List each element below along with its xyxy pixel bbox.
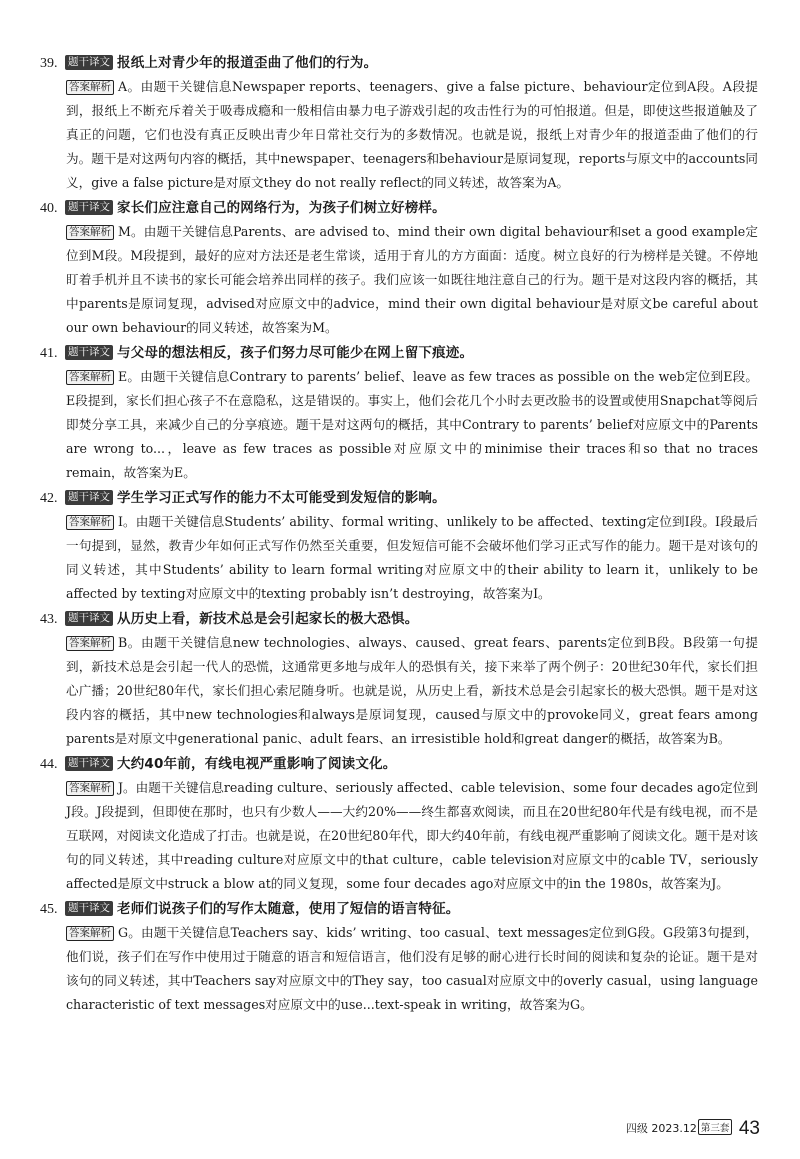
question-number: 44. [40, 757, 58, 772]
question-title: 大约40年前，有线电视严重影响了阅读文化。 [117, 756, 397, 772]
analysis-tag: 答案解析 [66, 225, 114, 240]
question-number: 40. [40, 201, 58, 216]
translation-tag: 题干译文 [65, 901, 113, 916]
question-44 [40, 753, 758, 896]
analysis-text: I。由题干关键信息Students’ ability、formal writing、unlikely to be affected、texting定位到I段。I段最后一句提到，显然，教青少年如何正式写作仍然至关重要，但发短信可能不会破坏他们学习正式写作的能力。题干是对该句的同义转述，其中Students’ ability to learn formal writing对应原文中的their ability to learn it，unlikely to be affected by texting对应原文中的texting probably isn’t destroying，故答案为I。 [66, 514, 758, 601]
analysis-tag: 答案解析 [66, 781, 114, 796]
analysis-text: M。由题干关键信息Parents、are advised to、mind their own digital behaviour和set a good example定位到M段。M段提到，最好的应对方法还是老生常谈，适用于育儿的方方面面：适度。树立良好的行为榜样是关键。不停地盯着手机并且不读书的家长可能会培养出同样的孩子。我们应该一如既往地注意自己的行为。题干是对这段内容的概括，其中parents是原词复现，advised对应原文中的advice，mind their own digital behaviour是对原文be careful about our own behaviour的同义转述，故答案为M。 [66, 224, 758, 335]
question-43 [40, 608, 758, 751]
translation-tag: 题干译文 [65, 200, 113, 215]
question-title: 从历史上看，新技术总是会引起家长的极大恐惧。 [117, 611, 419, 627]
page-footer [626, 1118, 760, 1140]
analysis-text: G。由题干关键信息Teachers say、kids’ writing、too casual、text messages定位到G段。G段第3句提到，他们说，孩子们在写作中使用过于随意的语言和短信语言，他们没有足够的耐心进行长时间的阅读和复杂的论证。题干是对该句的同义转述，其中Teachers say对应原文中的They say，too casual对应原文中的overly casual，using language characteristic of text messages对应原文中的use...text-speak in writing，故答案为G。 [66, 925, 758, 1012]
analysis-text: E。由题干关键信息Contrary to parents’ belief、leave as few traces as possible on the web定位到E段。E段提到，家长们担心孩子不在意隐私，这是错误的。事实上，他们会花几个小时去更改脸书的设置或使用Snapchat等阅后即焚分享工具，来减少自己的分享痕迹。题干是对这两句的概括，其中Contrary to parents’ belief对应原文中的Parents are wrong to...，leave as few traces as possible对应原文中的minimise their traces和so that no traces remain，故答案为E。 [66, 369, 758, 480]
question-title: 老师们说孩子们的写作太随意，使用了短信的语言特征。 [117, 901, 460, 917]
translation-tag: 题干译文 [65, 756, 113, 771]
analysis-tag: 答案解析 [66, 636, 114, 651]
analysis-tag: 答案解析 [66, 370, 114, 385]
question-41 [40, 342, 758, 485]
analysis-tag: 答案解析 [66, 515, 114, 530]
question-title: 学生学习正式写作的能力不太可能受到发短信的影响。 [117, 490, 446, 506]
question-number: 45. [40, 902, 58, 917]
answer-page [40, 52, 758, 1019]
question-number: 43. [40, 612, 58, 627]
question-title: 与父母的想法相反，孩子们努力尽可能少在网上留下痕迹。 [117, 345, 474, 361]
translation-tag: 题干译文 [65, 345, 113, 360]
question-39 [40, 52, 758, 195]
question-42 [40, 487, 758, 606]
question-45 [40, 898, 758, 1017]
page-number: 43 [738, 1118, 760, 1139]
analysis-text: B。由题干关键信息new technologies、always、caused、great fears、parents定位到B段。B段第一句提到，新技术总是会引起一代人的恐慌，这通常更多地与成年人的恐惧有关，接下来举了两个例子：20世纪30年代，家长们担心广播；20世纪80年代，家长们担心索尼随身听。也就是说，从历史上看，新技术总是会引起家长的极大恐惧。题干是对这段内容的概括，其中new technologies和always是原词复现，caused与原文中的provoke同义，great fears among parents是对原文中generational panic、adult fears、an irresistible hold和great danger的概括，故答案为B。 [66, 635, 758, 746]
question-number: 39. [40, 56, 58, 71]
exam-level: 四级 [625, 1122, 648, 1135]
translation-tag: 题干译文 [65, 490, 113, 505]
analysis-text: A。由题干关键信息Newspaper reports、teenagers、give a false picture、behaviour定位到A段。A段提到，报纸上不断充斥着关于吸毒成瘾和一般相信由暴力电子游戏引起的攻击性行为的可怕报道。但是，即使这些报道触及了真正的问题，它们也没有真正反映出青少年日常社交行为的多数情况。也就是说，报纸上对青少年的报道歪曲了他们的行为。题干是对这两句内容的概括，其中newspaper、teenagers和behaviour是原词复现，reports与原文中的accounts同义，give a false picture是对原文they do not really reflect的同义转述，故答案为A。 [66, 79, 758, 190]
question-title: 报纸上对青少年的报道歪曲了他们的行为。 [117, 55, 378, 71]
translation-tag: 题干译文 [65, 55, 113, 70]
translation-tag: 题干译文 [65, 611, 113, 626]
question-number: 42. [40, 491, 58, 506]
analysis-text: J。由题干关键信息reading culture、seriously affected、cable television、some four decades ago定位到J段。J段提到，但即使在那时，也只有少数人——大约20%——终生都喜欢阅读，而且在20世纪80年代是有线电视，而不是互联网，对阅读文化造成了打击。也就是说，在20世纪80年代，即大约40年前，有线电视严重影响了阅读文化。题干是对该句的同义转述，其中reading culture对应原文中的that culture，cable television对应原文中的cable TV，seriously affected是原文中struck a blow at的同义复现，some four decades ago对应原文中的in the 1980s，故答案为J。 [66, 780, 758, 891]
set-badge: 第三套 [698, 1119, 733, 1135]
analysis-tag: 答案解析 [66, 926, 114, 941]
analysis-tag: 答案解析 [66, 80, 114, 95]
question-40 [40, 197, 758, 340]
exam-issue: 2023.12 [651, 1122, 697, 1135]
question-title: 家长们应注意自己的网络行为，为孩子们树立好榜样。 [117, 200, 446, 216]
question-number: 41. [40, 346, 58, 361]
